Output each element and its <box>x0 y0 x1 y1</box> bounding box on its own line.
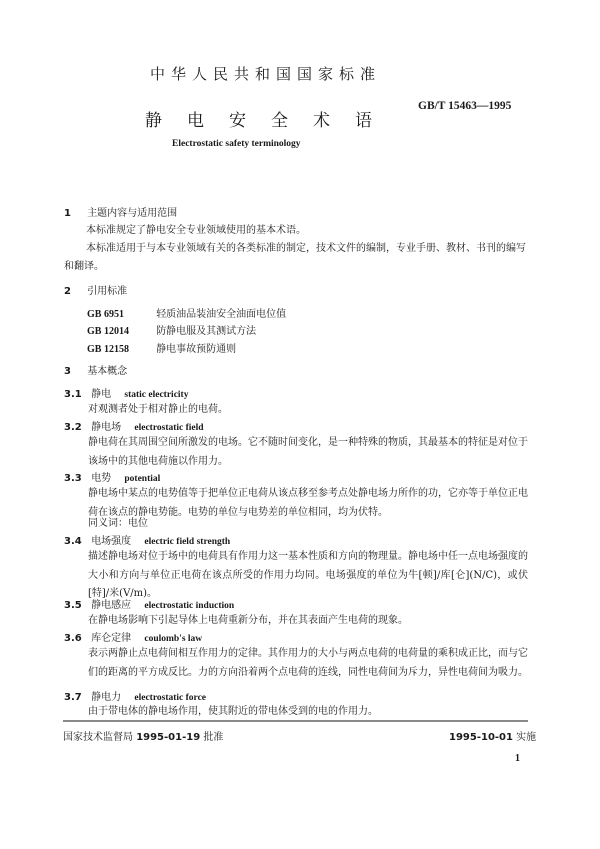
approval-label: 批准 <box>203 732 224 743</box>
term-definition: 对观测者处于相对静止的电荷。 <box>88 404 228 415</box>
section-1-paragraph-2: 本标准适用于与本专业领域有关的各类标准的制定，技术文件的编制，专业手册、教材、书刊的编写和翻译。 <box>64 243 526 272</box>
reference-title: 防静电服及其测试方法 <box>156 326 257 337</box>
reference-code: GB 12158 <box>87 344 129 355</box>
term-number: 3.1 <box>64 389 82 400</box>
term-heading <box>64 629 202 644</box>
section-number: 1 <box>64 208 71 219</box>
term-cn: 库仑定律 <box>91 633 132 644</box>
term-number: 3.4 <box>64 536 82 547</box>
term-number: 3.2 <box>64 422 82 433</box>
approval-date: 1995-01-19 <box>136 732 201 743</box>
term-definition: 表示两静止点电荷间相互作用力的定律。其作用力的大小与两点电荷的电荷量的乘积成正比，而与它们的距离的平方成反比。力的方向沿着两个点电荷的连线，同性电荷间为斥力，异性电荷间为吸力。 <box>88 648 528 678</box>
term-en: electrostatic field <box>134 423 204 433</box>
reference-code: GB 6951 <box>87 309 124 320</box>
section-number: 2 <box>64 286 71 297</box>
term-heading <box>64 418 204 433</box>
section-title: 主题内容与适用范围 <box>87 208 178 219</box>
issuer: 国家技术监督局 <box>63 732 133 743</box>
term-definition: 静电场中某点的电势值等于把单位正电荷从该点移至参考点处静电场力所作的功，它亦等于单位正电荷在该点的静电势能。电势的单位与电势差的单位相同，均为伏特。 <box>88 488 528 518</box>
reference-item <box>87 305 286 320</box>
section-number: 3 <box>64 366 71 377</box>
term-number: 3.7 <box>64 692 82 703</box>
term-en: electrostatic induction <box>144 601 235 611</box>
section-heading-2 <box>64 282 127 297</box>
term-en: coulomb's law <box>144 634 203 644</box>
term-synonym-note: 同义词：电位 <box>88 518 148 529</box>
term-definition: 静电荷在其周围空间所激发的电场。它不随时间变化，是一种特殊的物质，其最基本的特征是对位于该场中的其他电荷施以作用力。 <box>88 437 528 467</box>
effective-label: 实施 <box>516 732 537 743</box>
term-heading <box>64 532 230 547</box>
term-number: 3.6 <box>64 633 82 644</box>
footer-divider <box>63 720 528 722</box>
effective-info <box>449 728 536 743</box>
section-title: 引用标准 <box>87 286 128 297</box>
term-cn: 静电 <box>91 389 112 400</box>
section-1-paragraph-1: 本标准规定了静电安全专业领域使用的基本术语。 <box>86 225 306 236</box>
reference-item <box>87 340 236 355</box>
term-en: electrostatic force <box>134 693 207 703</box>
document-title-cn: 静电安全术语 <box>145 111 397 131</box>
term-definition: 在静电场影响下引起导体上电荷重新分布，并在其表面产生电荷的现象。 <box>88 615 408 626</box>
term-cn: 电势 <box>91 473 112 484</box>
section-heading-1 <box>64 204 177 219</box>
document-title-en: Electrostatic safety terminology <box>172 139 301 149</box>
term-en: potential <box>124 474 161 484</box>
standard-number: GB/T 15463—1995 <box>418 100 512 112</box>
term-cn: 电场强度 <box>91 536 132 547</box>
term-number: 3.5 <box>64 600 82 611</box>
term-heading <box>64 469 160 484</box>
page-number: 1 <box>515 753 520 764</box>
term-en: static electricity <box>124 390 189 400</box>
term-definition: 由于带电体的静电场作用，使其附近的带电体受到的电的作用力。 <box>88 706 378 717</box>
national-standard-label: 中华人民共和国国家标准 <box>150 65 382 83</box>
section-title: 基本概念 <box>87 366 128 377</box>
term-en: electric field strength <box>144 537 231 547</box>
term-cn: 静电力 <box>91 692 122 703</box>
term-heading <box>64 596 234 611</box>
term-cn: 静电场 <box>91 422 122 433</box>
term-number: 3.3 <box>64 473 82 484</box>
effective-date: 1995-10-01 <box>449 732 513 743</box>
term-heading <box>64 385 188 400</box>
reference-title: 静电事故预防通则 <box>156 344 237 355</box>
term-definition: 描述静电场对位于场中的电荷具有作用力这一基本性质和方向的物理量。静电场中任一点电场强度的大小和方向与单位正电荷在该点所受的作用力均同。电场强度的单位为牛[顿]/库[仑](N/C)，或伏[特]/米(V/m)。 <box>88 551 528 600</box>
term-heading <box>64 688 206 703</box>
section-heading-3 <box>64 362 127 377</box>
term-cn: 静电感应 <box>91 600 132 611</box>
reference-code: GB 12014 <box>87 326 129 337</box>
approval-info <box>63 728 223 743</box>
reference-item <box>87 322 256 337</box>
reference-title: 轻质油品装油安全油面电位值 <box>156 309 287 320</box>
